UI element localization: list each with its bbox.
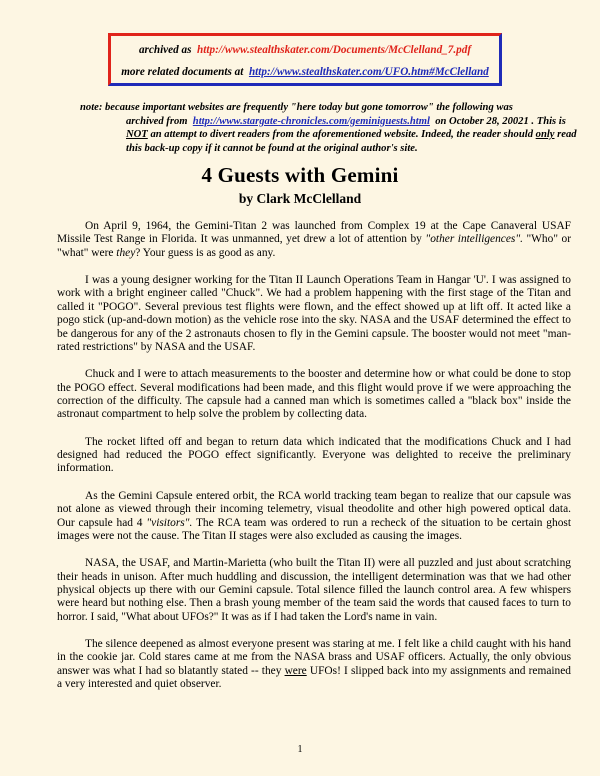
paragraph-4: The rocket lifted off and began to return data which indicated that the modifications Chuck and I had designed had reduced the POGO effect significantly. Everyone was delighted to receive the preliminary information. — [57, 435, 571, 475]
note-text-7: read this back-up copy if it cannot be found at the original author's site. — [126, 129, 577, 154]
paragraph-1-text-2: "Who" or "what" were — [57, 233, 571, 259]
note-indented-block — [80, 115, 580, 156]
paragraph-7 — [57, 638, 571, 692]
article-byline: by Clark McClelland — [238, 191, 362, 206]
paragraph-7-were: were — [284, 664, 307, 677]
note-text-2: archived from — [126, 115, 188, 127]
paragraph-5-text-2: The RCA team was ordered to run a recheck of the situation to be certain ghost images were not the cause. The Titan II stages were also excluded as causing the images. — [57, 516, 571, 542]
paragraph-6: NASA, the USAF, and Martin-Marietta (who built the Titan II) were all puzzled and just about scratching their heads in unison. After much huddling and discussion, the intelligent determination was that we had other physical objects up there with our Gemini capsule. Total silence filled the launch control area. A few whispers were heard but nothing else. Then a brash young member of the team said the words that caused faces to turn to horror. I said, "What about UFOs?" It was as if I had taken the Lord's name in vain. — [57, 557, 571, 623]
archived-url-link[interactable]: http://www.stealthskater.com/Documents/McClelland_7.pdf — [197, 44, 472, 56]
paragraph-3: Chuck and I were to attach measurements to the booster and determine how or what could be done to stop the POGO effect. Several modifications had been made, and this flight would prove if we were approaching the correction of the difficulty. The capsule had a canned man which is sometimes called a "black box" inside the astronaut compartment to help solve the problem by collecting data. — [57, 368, 571, 421]
article-body — [57, 220, 571, 705]
note-text-1: note: because important websites are frequently "here today but gone tomorrow" the following was — [80, 102, 513, 113]
archive-note — [80, 101, 580, 155]
paragraph-5-visitors: "visitors". — [146, 516, 193, 529]
paragraph-7-text-2: UFOs! I slipped back into my assignments and remained a very interested and quiet observer. — [57, 664, 572, 691]
note-not-emphasis: NOT — [126, 129, 148, 140]
paragraph-1-text-3: ? Your guess is as good as any. — [135, 246, 276, 259]
paragraph-5-text: As the Gemini Capsule entered orbit, the RCA world tracking team began to realize that our capsule was not alone as viewed through their incoming telemetry, visual theodolite and other high powered optical data. Our capsule had 4 — [57, 489, 571, 529]
source-url-link[interactable]: http://www.stargate-chronicles.com/geminiguests.html — [192, 115, 430, 127]
paragraph-1-emphasis: "other intelligences". — [425, 233, 523, 246]
note-text-3: on October 28, 20021 . — [435, 115, 535, 127]
related-line — [111, 66, 499, 78]
archived-label: archived as — [138, 44, 192, 56]
note-text-5: an attempt to divert readers from the aforementioned website. Indeed, the reader — [150, 129, 501, 140]
note-text-4: This is — [536, 115, 566, 127]
related-label: more related documents at — [121, 66, 244, 78]
note-text-6: should — [503, 129, 533, 140]
paragraph-2: I was a young designer working for the Titan II Launch Operations Team in Hangar 'U'. I was assigned to work with a bright engineer called "Chuck". We had a problem happening with the first stage of the Titan and called it "POGO". Several previous test flights were flown, and the effect showed up at lift off. It acted like a pogo stick (up-and-down motion) as the vehicle rose into the sky. NASA and the USAF determined the effect to be dangerous for any of the 2 astronauts chosen to fly in the Gemini capsule. The booster would not meet "man-rated restrictions" by NASA and the USAF. — [57, 274, 571, 354]
page-number: 1 — [297, 744, 303, 755]
note-only-emphasis: only — [535, 129, 555, 140]
related-url-link[interactable]: http://www.stealthskater.com/UFO.htm#McClelland — [248, 66, 489, 78]
paragraph-1 — [57, 220, 571, 260]
paragraph-5 — [57, 490, 571, 544]
archive-notice-box — [108, 33, 502, 86]
paragraph-1-they: they — [116, 246, 136, 259]
article-title: 4 Guests with Gemini — [201, 163, 399, 187]
archive-line — [111, 44, 499, 56]
paragraph-1-text: On April 9, 1964, the Gemini-Titan 2 was launched from Complex 19 at the Cape Canaveral USAF Missile Test Range in Florida. It was unmanned, yet drew a lot of attention by — [57, 220, 571, 246]
paragraph-7-text: The silence deepened as almost everyone present was staring at me. I felt like a child caught with his hand in the cookie jar. Cold stares came at me from the NASA brass and USAF officers. Actually, the only obvious answer was what I had so blatantly stated -- they — [57, 637, 571, 677]
